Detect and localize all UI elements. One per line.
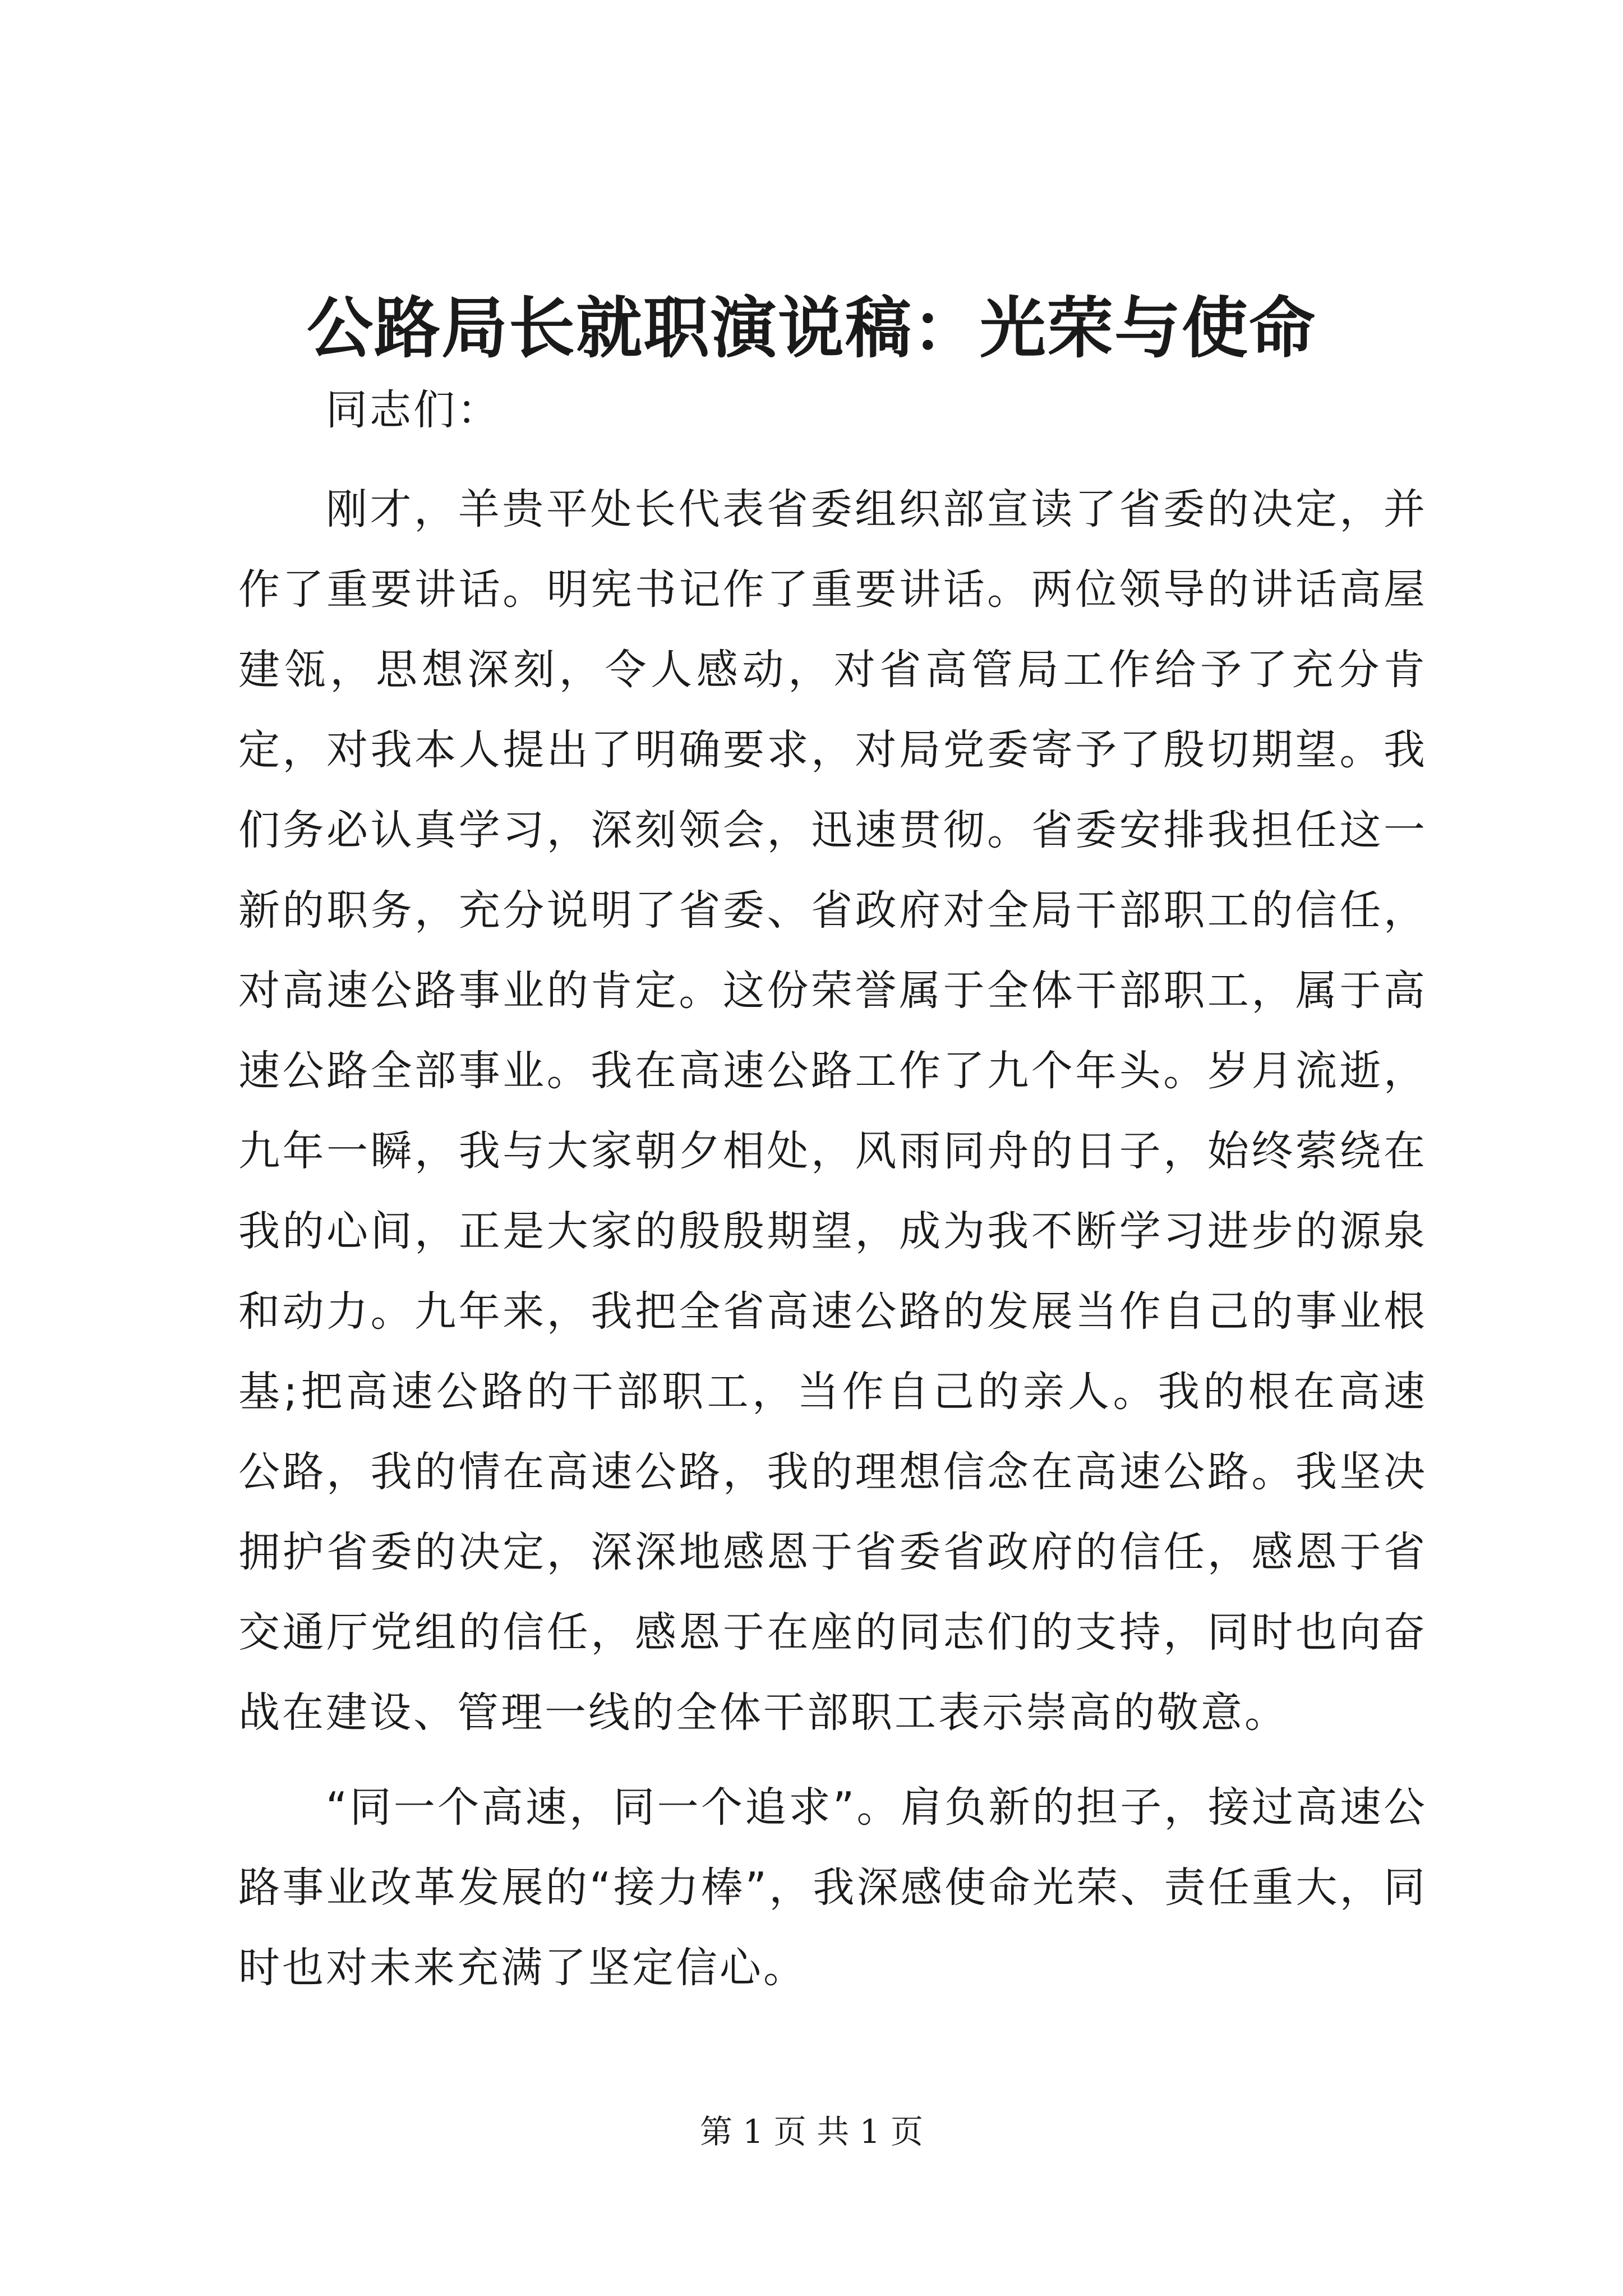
body-paragraph: 刚才，羊贵平处长代表省委组织部宣读了省委的决定，并作了重要讲话。明宪书记作了重要讲话。两位领导的讲话高屋建瓴，思想深刻，令人感动，对省高管局工作给予了充分肯定，对我本人提出了明确要求，对局党委寄予了殷切期望。我们务必认真学习，深刻领会，迅速贯彻。省委安排我担任这一新的职务，充分说明了省委、省政府对全局干部职工的信任，对高速公路事业的肯定。这份荣誉属于全体干部职工，属于高速公路全部事业。我在高速公路工作了九个年头。岁月流逝，九年一瞬，我与大家朝夕相处，风雨同舟的日子，始终萦绕在我的心间，正是大家的殷殷期望，成为我不断学习进步的源泉和动力。九年来，我把全省高速公路的发展当作自己的事业根基;把高速公路的干部职工，当作自己的亲人。我的根在高速公路，我的情在高速公路，我的理想信念在高速公路。我坚决拥护省委的决定，深深地感恩于省委省政府的信任，感恩于省交通厅党组的信任，感恩于在座的同志们的支持，同时也向奋战在建设、管理一线的全体干部职工表示崇高的敬意。: [238, 485, 1427, 1737]
document-title: 公路局长就职演说稿：光荣与使命: [306, 289, 1316, 367]
page-number-footer: 第 1 页 共 1 页: [700, 2113, 923, 2151]
salutation: 同志们：: [326, 386, 501, 434]
document-body: [238, 370, 1427, 2015]
body-paragraph: “同一个高速，同一个追求”。肩负新的担子，接过高速公路事业改革发展的“接力棒”，我深感使命光荣、责任重大，同时也对未来充满了坚定信心。: [238, 1783, 1427, 1992]
